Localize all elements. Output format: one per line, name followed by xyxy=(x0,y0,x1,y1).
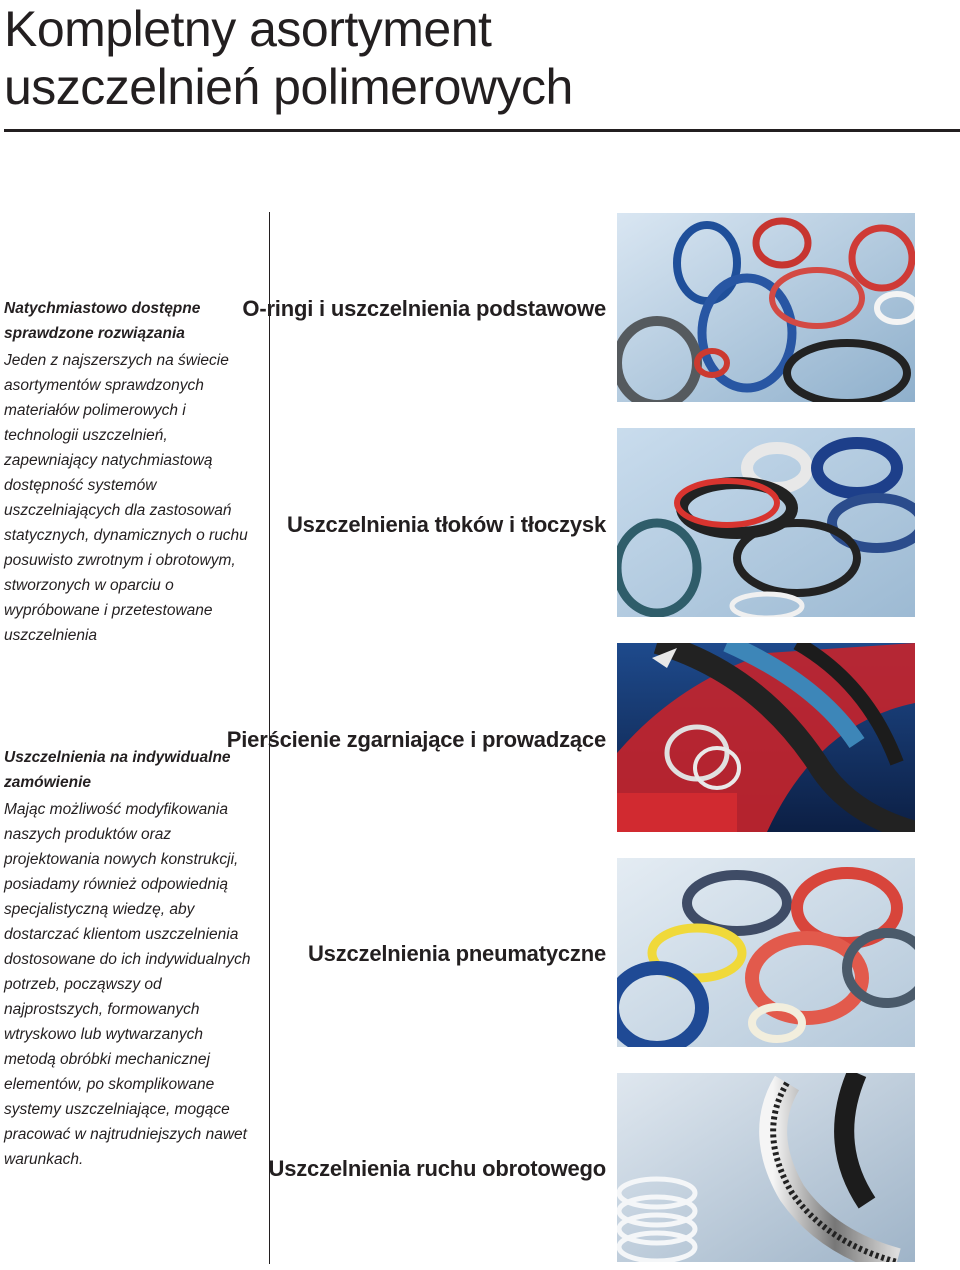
product-label-pneumatic-seals: Uszczelnienia pneumatyczne xyxy=(307,941,606,966)
product-label-piston-rod-seals: Uszczelnienia tłoków i tłoczysk xyxy=(286,512,606,537)
title-line-1: Kompletny asortyment xyxy=(4,1,492,57)
o-rings-photo xyxy=(617,213,915,402)
title-line-2: uszczelnień polimerowych xyxy=(4,59,573,115)
section-body: Mając możliwość modyfikowania naszych produktów oraz projektowania nowych konstrukcji, posiadamy również odpowiednią specjalistyczną wiedzę, aby dostarczać klientom uszczelnienia dostosowane do ich indywidualnych potrzeb, począwszy od najprostszych, formowanych wtryskowo lub wytwarzanych metodą obróbki mechanicznej elementów, po skomplikowane systemy uszczelniające, mogące pracować w najtrudniejszych nawet warunkach. xyxy=(4,801,251,1168)
pneumatic-seals-photo xyxy=(617,858,915,1047)
product-label-o-rings: O-ringi i uszczelnienia podstawowe xyxy=(242,296,606,321)
rotary-seals-photo xyxy=(617,1073,915,1262)
piston-rod-seals-photo xyxy=(617,428,915,617)
wipers-guides-photo xyxy=(617,643,915,832)
section-heading: Natychmiastowo dostępne sprawdzone rozwiązania xyxy=(4,300,201,342)
page-title xyxy=(4,0,573,116)
title-rule xyxy=(4,129,960,132)
section-heading: Uszczelnienia na indywidualne zamówienie xyxy=(4,749,231,791)
section-custom-seals xyxy=(4,745,254,1172)
product-label-rotary-seals: Uszczelnienia ruchu obrotowego xyxy=(268,1156,606,1181)
product-label-wipers-guides: Pierścienie zgarniające i prowadzące xyxy=(226,727,606,752)
section-body: Jeden z najszerszych na świecie asortymentów sprawdzonych materiałów polimerowych i technologii uszczelnień, zapewniający natychmiastową dostępność systemów uszczelniających dla zastosowań statycznych, dynamicznych o ruchu posuwisto zwrotnym i obrotowym, stworzonych w oparciu o wypróbowane i przetestowane uszczelnienia xyxy=(4,352,248,644)
section-available-solutions xyxy=(4,296,254,648)
